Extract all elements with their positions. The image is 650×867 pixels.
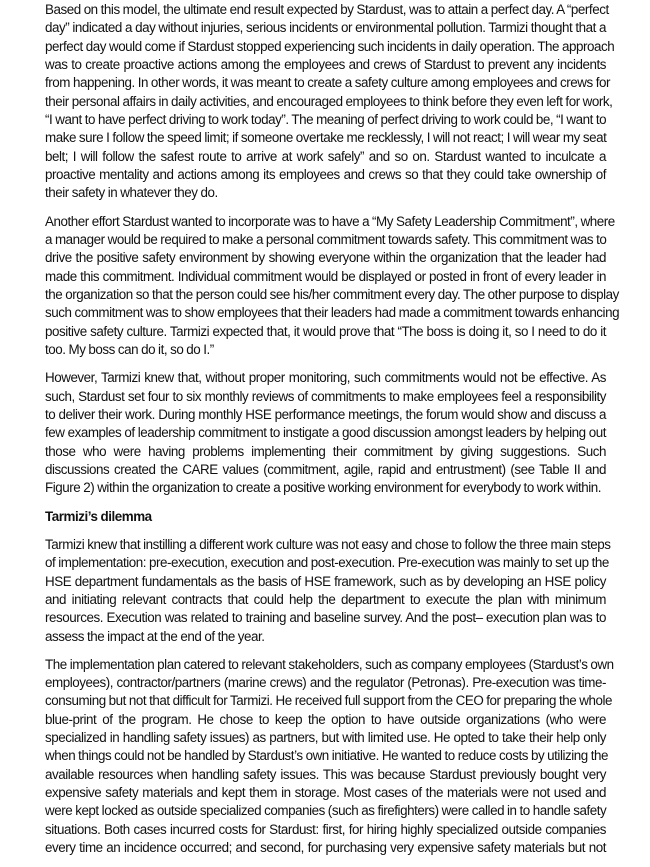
- text-line: every time an incidence occurred; and second, for purchasing very expensive safety materials but not: [45, 840, 606, 856]
- text-line: Another effort Stardust wanted to incorporate was to have a “My Safety Leadership Commitment”, where: [45, 213, 615, 229]
- text-line: Based on this model, the ultimate end result expected by Stardust, was to attain a perfect day. A “perfect: [45, 2, 609, 17]
- body-section-1: [45, 1, 620, 498]
- paragraph: [45, 656, 614, 858]
- text-line: the organization so that the person could see his/her commitment every day. The other purpose to display: [45, 286, 619, 302]
- text-line: was to create proactive actions among the employees and crews of Stardust to prevent any incidents: [45, 56, 606, 72]
- text-line: made this commitment. Individual commitment would be displayed or posted in front of every leader in: [45, 268, 606, 284]
- paragraph: [45, 369, 606, 497]
- text-line: a manager would be required to make a personal commitment towards safety. This commitment was to: [45, 231, 607, 247]
- document-page: [45, 1, 620, 867]
- text-line: too. My boss can do it, so do I.”: [45, 341, 214, 357]
- text-line: of implementation: pre-execution, execution and post-execution. Pre-execution was mainly to set up the: [45, 555, 609, 571]
- text-line: to deliver their work. During monthly HSE performance meetings, the forum would show and discuss a: [45, 406, 606, 422]
- text-line: were kept locked as outside specialized companies (such as firefighters) were called in to handle safety: [45, 803, 607, 819]
- text-line: their safety in whatever they do.: [45, 185, 218, 201]
- text-line: those who were having problems implementing their commitment by giving suggestions. Such: [45, 443, 606, 459]
- text-line: expensive safety materials and kept them in storage. Most cases of the materials were not used and: [45, 785, 606, 801]
- text-line: “I want to have perfect driving to work today”. The meaning of perfect driving to work could be, “I want to: [45, 111, 607, 127]
- text-line: available resources when handling safety issues. This was because Stardust previously bought very: [45, 766, 606, 782]
- text-line: However, Tarmizi knew that, without proper monitoring, such commitments would not be effective. As: [45, 370, 606, 386]
- paragraph: [45, 1, 615, 203]
- text-line: proactive mentality and actions among its employees and crews so that they could take ownership of: [45, 166, 606, 182]
- text-line: assess the impact at the end of the year.: [45, 628, 265, 644]
- text-line: when things could not be handled by Stardust’s own initiative. He wanted to reduce costs by utilizing the: [45, 748, 608, 764]
- text-line: day” indicated a day without injuries, serious incidents or environmental pollution. Tarmizi thought that a: [45, 20, 606, 36]
- text-line: consuming but not that difficult for Tarmizi. He received full support from the CEO for preparing the whole: [45, 693, 612, 709]
- text-line: discussions created the CARE values (commitment, agile, rapid and entrustment) (see Table II and: [45, 461, 606, 477]
- text-line: specialized in handling safety issues) as partners, but with limited use. He opted to take their help only: [45, 730, 606, 746]
- text-line: drive the positive safety environment by showing everyone within the organization that the leader had: [45, 250, 606, 266]
- text-line: perfect day would come if Stardust stopped experiencing such incidents in daily operation. The approach: [45, 38, 615, 54]
- text-line: make sure I follow the speed limit; if someone overtake me recklessly, I will not react; I will wear my seat: [45, 130, 607, 146]
- text-line: The implementation plan catered to relevant stakeholders, such as company employees (Stardust’s own: [45, 656, 614, 672]
- text-line: employees), contractor/partners (marine crews) and the regulator (Petronas). Pre-execution was time-: [45, 675, 606, 691]
- text-line: few examples of leadership commitment to instigate a good discussion amongst leaders by helping out: [45, 425, 606, 441]
- text-line: resources. Execution was related to training and baseline survey. And the post– execution plan was to: [45, 610, 606, 626]
- text-line: belt; I will follow the safest route to arrive at work safely” and so on. Stardust wanted to inculcate a: [45, 148, 606, 164]
- text-line: such commitment was to show employees that their leaders had made a commitment towards enhancing: [45, 305, 620, 321]
- paragraph: [45, 213, 620, 360]
- text-line: Tarmizi knew that instilling a different work culture was not easy and chose to follow the three main steps: [45, 536, 611, 552]
- text-line: HSE department fundamentals as the basis of HSE framework, such as by developing an HSE policy: [45, 573, 606, 589]
- text-line: positive safety culture. Tarmizi expected that, it would prove that “The boss is doing it, so I need to do it: [45, 323, 606, 339]
- text-line: and initiating relevant contracts that could help the department to execute the plan with minimum: [45, 591, 606, 607]
- paragraph: [45, 536, 611, 646]
- section-heading: Tarmizi’s dilemma: [45, 508, 152, 524]
- text-line: situations. Both cases incurred costs for Stardust: first, for hiring highly specialized outside companies: [45, 821, 606, 837]
- body-section-2: [45, 536, 614, 858]
- text-line: blue-print of the program. He chose to keep the option to have outside organizations (who were: [45, 711, 606, 727]
- text-line: their personal affairs in daily activities, and encouraged employees to think before they even left for work,: [45, 93, 613, 109]
- text-line: from happening. In other words, it was meant to create a safety culture among employees and crews for: [45, 75, 610, 91]
- text-line: such, Stardust set four to six monthly reviews of commitments to make employees feel a responsibility: [45, 388, 606, 404]
- text-line: Figure 2) within the organization to create a positive working environment for everybody to work within.: [45, 480, 602, 496]
